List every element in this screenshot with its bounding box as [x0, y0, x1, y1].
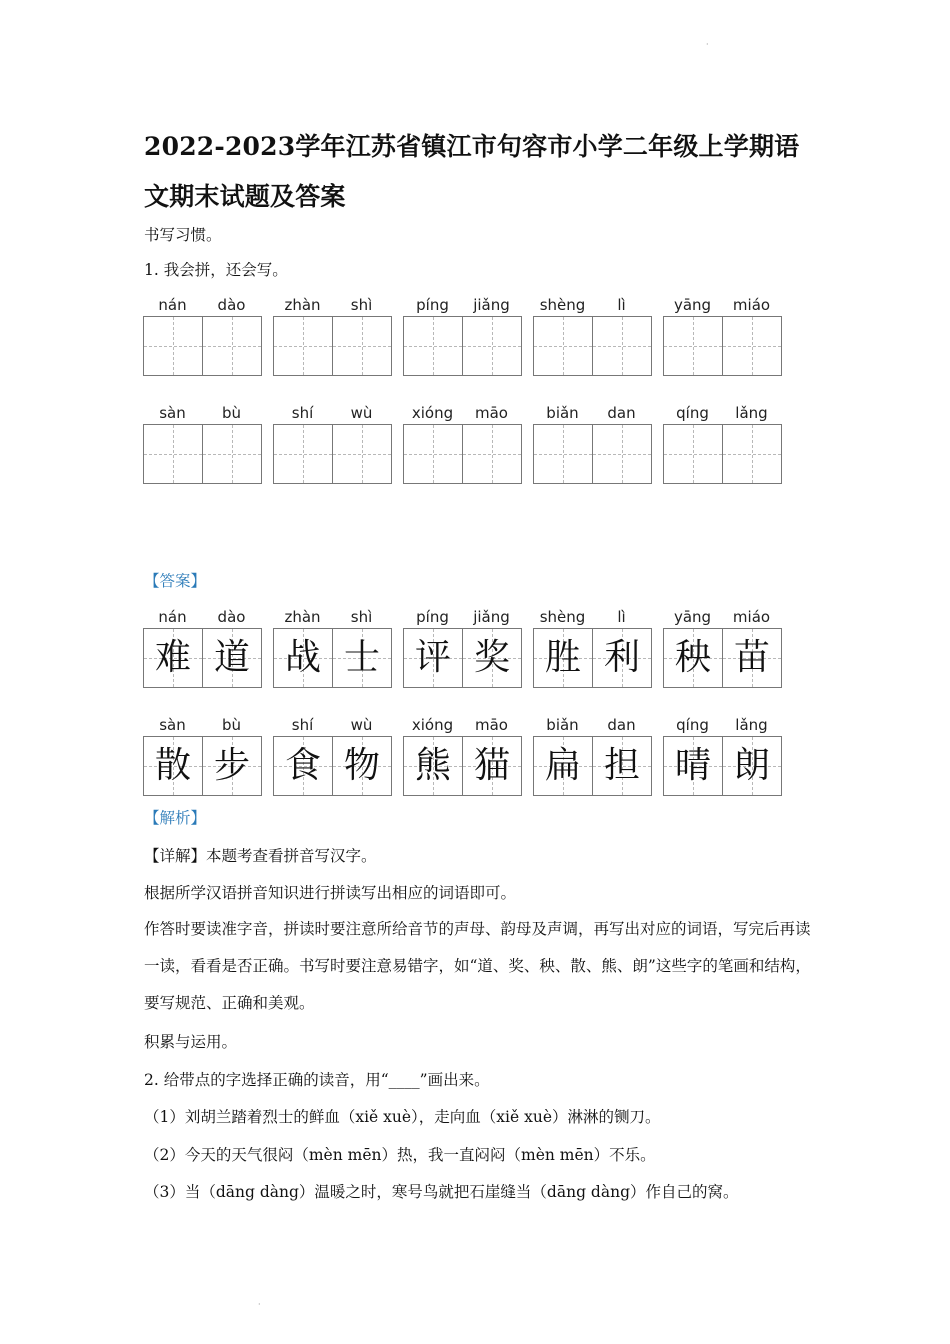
tian-zi-box-pair: [273, 628, 392, 688]
character-cell[interactable]: [404, 317, 462, 375]
pinyin-syllable: nán: [158, 296, 187, 314]
tian-zi-box-pair: [403, 736, 522, 796]
character-cell[interactable]: [463, 317, 521, 375]
answer-character: 道: [213, 637, 250, 678]
character-cell: [144, 629, 202, 687]
tian-zi-box-pair[interactable]: [403, 316, 522, 376]
pinyin-syllable: lì: [617, 296, 626, 314]
tian-zi-box-pair: [533, 628, 652, 688]
pinyin-syllable: biǎn: [546, 716, 579, 734]
tian-zi-box-pair: [663, 736, 782, 796]
detail-line: 【详解】本题考查看拼音写汉字。: [144, 847, 377, 865]
character-cell[interactable]: [664, 425, 722, 483]
tian-zi-box-pair: [403, 628, 522, 688]
answer-character: 胜: [544, 637, 581, 678]
character-cell: [664, 629, 722, 687]
character-cell: [144, 737, 202, 795]
answer-character: 晴: [674, 745, 711, 786]
character-cell[interactable]: [534, 317, 592, 375]
tian-zi-box-pair[interactable]: [273, 424, 392, 484]
answer-character: 物: [343, 745, 380, 786]
character-cell: [664, 737, 722, 795]
pinyin-syllable: dào: [217, 608, 246, 626]
pinyin-syllable: zhàn: [284, 296, 321, 314]
answer-character: 士: [343, 637, 380, 678]
character-cell: [274, 629, 332, 687]
pinyin-syllable: jiǎng: [473, 608, 510, 626]
answer-character: 秧: [674, 637, 711, 678]
character-cell: [463, 737, 521, 795]
pinyin-syllable: nán: [158, 608, 187, 626]
character-cell[interactable]: [404, 425, 462, 483]
character-cell: [274, 737, 332, 795]
tian-zi-box-pair: [143, 628, 262, 688]
pinyin-syllable: jiǎng: [473, 296, 510, 314]
analysis-tag: 【解析】: [144, 809, 207, 827]
header-mark: ·: [706, 40, 709, 49]
pinyin-syllable: yāng: [673, 608, 712, 626]
character-cell[interactable]: [144, 317, 202, 375]
pinyin-syllable: wù: [350, 716, 373, 734]
character-cell[interactable]: [333, 425, 391, 483]
tian-zi-box-pair[interactable]: [143, 316, 262, 376]
character-cell: [203, 629, 261, 687]
pinyin-syllable: shèng: [539, 608, 586, 626]
answer-character: 难: [154, 637, 191, 678]
answer-tag: 【答案】: [144, 572, 207, 590]
pinyin-syllable: píng: [416, 296, 449, 314]
pinyin-syllable: shèng: [539, 296, 586, 314]
pinyin-syllable: dào: [217, 296, 246, 314]
answer-character: 评: [414, 637, 451, 678]
tian-zi-box-pair[interactable]: [663, 424, 782, 484]
pinyin-syllable: xióng: [411, 716, 454, 734]
tian-zi-box-pair[interactable]: [143, 424, 262, 484]
pinyin-syllable: dan: [607, 404, 636, 422]
answer-character: 步: [213, 745, 250, 786]
tian-zi-box-pair: [533, 736, 652, 796]
character-cell[interactable]: [534, 425, 592, 483]
character-cell: [723, 737, 781, 795]
pinyin-syllable: shí: [291, 716, 314, 734]
character-cell: [404, 737, 462, 795]
explanation-1: 根据所学汉语拼音知识进行拼读写出相应的词语即可。: [144, 884, 517, 902]
character-cell: [333, 629, 391, 687]
tian-zi-box-pair: [273, 736, 392, 796]
character-cell[interactable]: [333, 317, 391, 375]
pinyin-syllable: biǎn: [546, 404, 579, 422]
character-cell: [593, 737, 651, 795]
character-cell: [534, 737, 592, 795]
character-cell[interactable]: [274, 425, 332, 483]
character-cell[interactable]: [593, 425, 651, 483]
answer-character: 食: [284, 745, 321, 786]
tian-zi-box-pair[interactable]: [663, 316, 782, 376]
pinyin-syllable: dan: [607, 716, 636, 734]
answer-character: 战: [284, 637, 321, 678]
character-cell[interactable]: [723, 317, 781, 375]
answer-character: 奖: [473, 637, 510, 678]
answer-character: 苗: [733, 637, 770, 678]
pinyin-syllable: sàn: [159, 404, 186, 422]
answer-character: 担: [603, 745, 640, 786]
pinyin-syllable: píng: [416, 608, 449, 626]
character-cell[interactable]: [723, 425, 781, 483]
tian-zi-box-pair[interactable]: [403, 424, 522, 484]
answer-character: 朗: [733, 745, 770, 786]
question-2-item-2: （2）今天的天气很闷（mèn mēn）热，我一直闷闷（mèn mēn）不乐。: [144, 1146, 656, 1164]
pinyin-syllable: bù: [221, 404, 242, 422]
character-cell[interactable]: [463, 425, 521, 483]
character-cell: [593, 629, 651, 687]
character-cell[interactable]: [144, 425, 202, 483]
answer-character: 扁: [544, 745, 581, 786]
pinyin-syllable: miáo: [732, 296, 771, 314]
question-2-item-3: （3）当（dāng dàng）温暖之时，寒号鸟就把石崖缝当（dāng dàng）作自己的窝。: [144, 1183, 739, 1201]
pinyin-syllable: māo: [475, 716, 508, 734]
character-cell: [534, 629, 592, 687]
character-cell: [404, 629, 462, 687]
character-cell[interactable]: [664, 317, 722, 375]
character-cell[interactable]: [203, 425, 261, 483]
character-cell: [463, 629, 521, 687]
pinyin-syllable: qíng: [676, 716, 709, 734]
tian-zi-box-pair: [143, 736, 262, 796]
answer-character: 散: [154, 745, 191, 786]
footer-mark: ·: [258, 1300, 261, 1309]
section-heading-usage: 积累与运用。: [144, 1033, 238, 1051]
pinyin-syllable: xióng: [411, 404, 454, 422]
pinyin-syllable: shí: [291, 404, 314, 422]
pinyin-syllable: lǎng: [735, 404, 768, 422]
answer-character: 猫: [473, 745, 510, 786]
tian-zi-box-pair[interactable]: [533, 316, 652, 376]
pinyin-syllable: shì: [350, 296, 373, 314]
pinyin-syllable: māo: [475, 404, 508, 422]
tian-zi-box-pair[interactable]: [533, 424, 652, 484]
question-2-prompt: 2. 给带点的字选择正确的读音，用“____”画出来。: [144, 1071, 490, 1089]
pinyin-syllable: sàn: [159, 716, 186, 734]
pinyin-syllable: miáo: [732, 608, 771, 626]
pinyin-syllable: bù: [221, 716, 242, 734]
character-cell[interactable]: [274, 317, 332, 375]
explanation-2: 作答时要读准字音，拼读时要注意所给音节的声母、韵母及声调，再写出对应的词语，写完后再读一读，看看是否正确。书写时要注意易错字，如“道、奖、秧、散、熊、朗”这些字的笔画和结构，要写规范、正确和美观。: [144, 920, 811, 1012]
character-cell: [203, 737, 261, 795]
character-cell: [723, 629, 781, 687]
page-title: 2022-2023学年江苏省镇江市句容市小学二年级上学期语文期末试题及答案: [144, 132, 800, 211]
tian-zi-box-pair[interactable]: [273, 316, 392, 376]
pinyin-syllable: lì: [617, 608, 626, 626]
pinyin-syllable: shì: [350, 608, 373, 626]
character-cell: [333, 737, 391, 795]
pinyin-syllable: yāng: [673, 296, 712, 314]
answer-character: 利: [603, 637, 640, 678]
pinyin-syllable: zhàn: [284, 608, 321, 626]
tian-zi-box-pair: [663, 628, 782, 688]
character-cell[interactable]: [593, 317, 651, 375]
question-2-item-1: （1）刘胡兰踏着烈士的鲜血（xiě xuè），走向血（xiě xuè）淋淋的铡刀。: [144, 1108, 661, 1126]
pinyin-syllable: qíng: [676, 404, 709, 422]
pinyin-syllable: wù: [350, 404, 373, 422]
character-cell[interactable]: [203, 317, 261, 375]
answer-character: 熊: [414, 745, 451, 786]
section-heading-writing: 书写习惯。: [144, 226, 222, 244]
pinyin-syllable: lǎng: [735, 716, 768, 734]
question-1-prompt: 1. 我会拼，还会写。: [144, 261, 288, 279]
